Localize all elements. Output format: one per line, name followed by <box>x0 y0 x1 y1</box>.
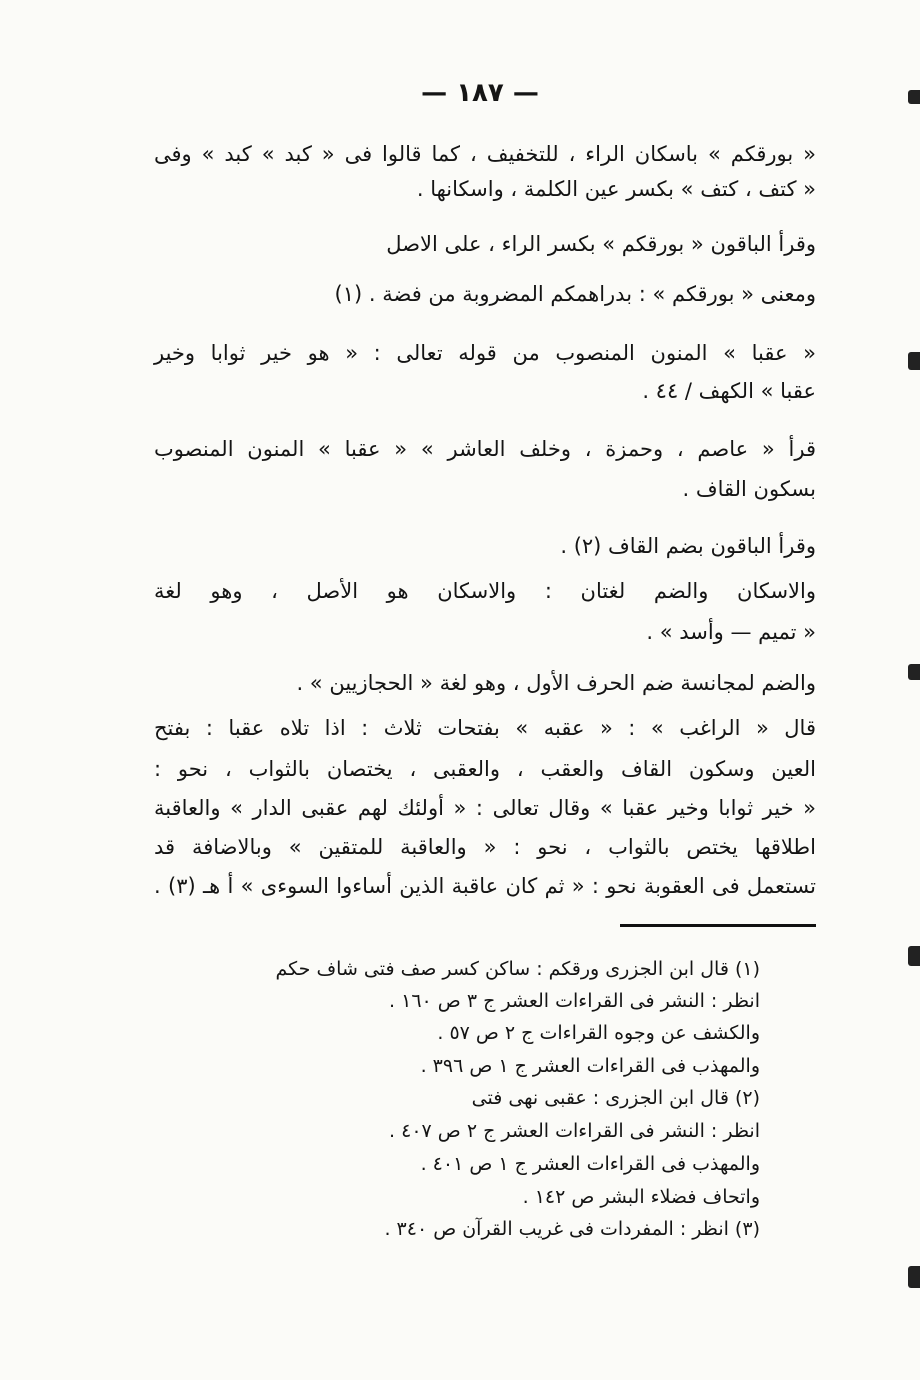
body-line: تستعمل فى العقوبة نحو : « ثم كان عاقبة الذين أساءوا السوءى » أ هـ (٣) . <box>154 874 817 898</box>
body-line: ومعنى « بورقكم » : بدراهمكم المضروبة من فضة . (١) <box>334 282 816 306</box>
body-line: عقبا » الكهف / ٤٤ . <box>642 379 816 403</box>
footnote-line: (١) قال ابن الجزرى ورقكم : ساكن كسر صف فتى شاف حكم <box>275 958 760 980</box>
footnote-divider <box>620 924 816 927</box>
body-line: قال « الراغب » : « عقبه » بفتحات ثلاث : اذا تلاه عقبا : بفتح <box>154 716 816 740</box>
scan-edge-mark <box>908 352 920 370</box>
scan-edge-mark <box>908 946 920 966</box>
footnote-line: (٣) انظر : المفردات فى غريب القرآن ص ٣٤٠ . <box>384 1218 760 1240</box>
page-number: — ١٨٧ — <box>421 78 539 108</box>
body-line: اطلاقها يختص بالثواب ، نحو : « والعاقبة للمتقين » وبالاضافة قد <box>154 835 816 859</box>
body-line: بسكون القاف . <box>682 477 816 501</box>
body-line: « خير ثوابا وخير عقبا » وقال تعالى : « أولئك لهم عقبى الدار » والعاقبة <box>154 796 816 820</box>
footnote-line: (٢) قال ابن الجزرى : عقبى نهى فتى <box>471 1087 760 1109</box>
footnote-line: واتحاف فضلاء البشر ص ١٤٢ . <box>522 1186 760 1208</box>
body-line: وقرأ الباقون بضم القاف (٢) . <box>560 534 816 558</box>
body-line: والضم لمجانسة ضم الحرف الأول ، وهو لغة « الحجازيين » . <box>296 671 816 695</box>
body-line: العين وسكون القاف والعقب ، والعقبى ، يختصان بالثواب ، نحو : <box>154 757 816 781</box>
body-line: « تميم — وأسد » . <box>646 620 816 644</box>
footnote-line: والكشف عن وجوه القراءات ج ٢ ص ٥٧ . <box>437 1022 760 1044</box>
scan-edge-mark <box>908 1266 920 1288</box>
footnote-line: انظر : النشر فى القراءات العشر ج ٣ ص ١٦٠ . <box>389 990 760 1012</box>
body-line: « بورقكم » باسكان الراء ، للتخفيف ، كما قالوا فى « كبد » كبد » وفى <box>154 142 816 166</box>
scan-edge-mark <box>908 664 920 680</box>
footnote-line: انظر : النشر فى القراءات العشر ج ٢ ص ٤٠٧ . <box>389 1120 760 1142</box>
body-line: والاسكان والضم لغتان : والاسكان هو الأصل ، وهو لغة <box>154 579 816 603</box>
footnote-line: والمهذب فى القراءات العشر ج ١ ص ٤٠١ . <box>420 1153 760 1175</box>
footnote-line: والمهذب فى القراءات العشر ج ١ ص ٣٩٦ . <box>420 1055 760 1077</box>
scan-edge-mark <box>908 90 920 104</box>
body-line: « عقبا » المنون المنصوب من قوله تعالى : « هو خير ثوابا وخير <box>154 341 816 365</box>
body-line: « كتف ، كتف » بكسر عين الكلمة ، واسكانها . <box>416 177 816 201</box>
body-line: وقرأ الباقون « بورقكم » بكسر الراء ، على الاصل <box>386 232 816 256</box>
body-line: قرأ « عاصم ، وحمزة ، وخلف العاشر » « عقبا » المنون المنصوب <box>154 437 816 461</box>
